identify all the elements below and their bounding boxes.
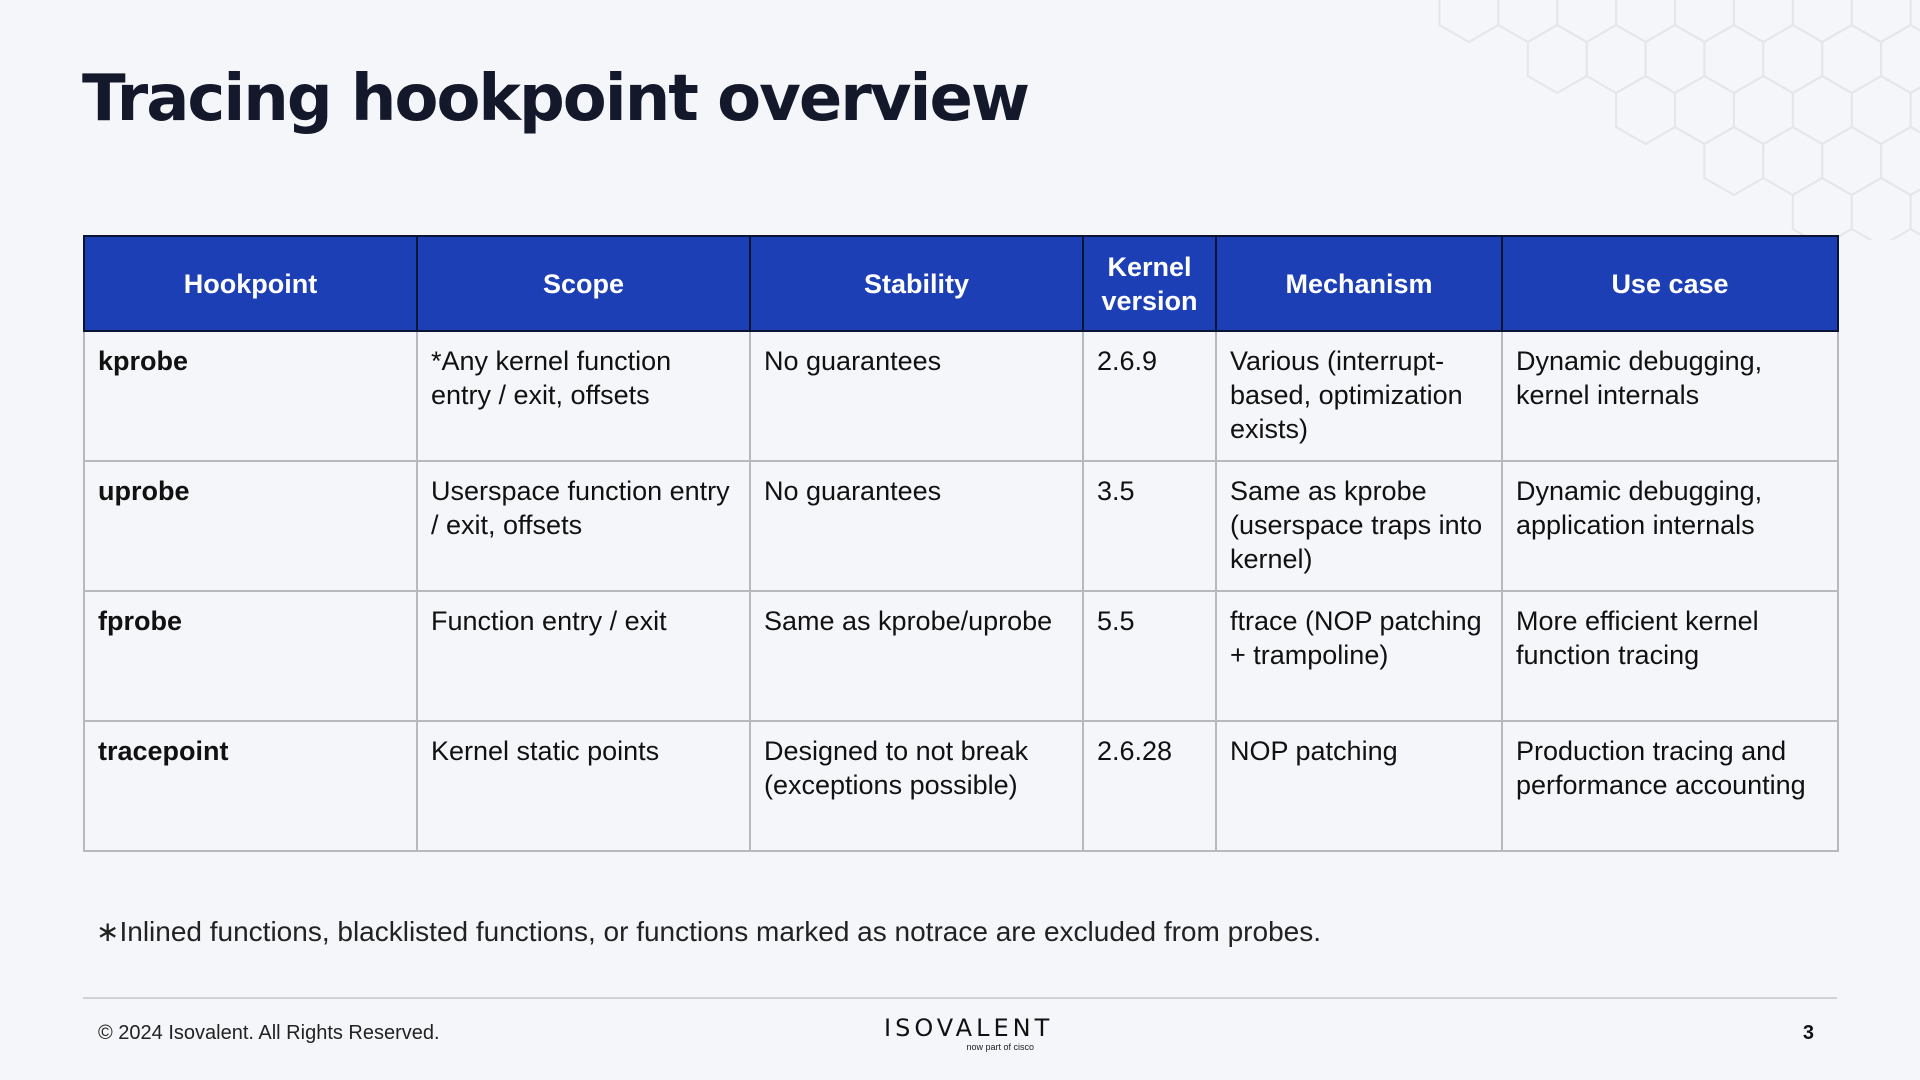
hexagon-shape xyxy=(1616,76,1675,144)
footer-divider xyxy=(83,997,1837,999)
cell-mechanism: ftrace (NOP patching + trampoline) xyxy=(1216,591,1502,721)
hexagon-pattern-decoration xyxy=(1360,0,1920,240)
slide-title: Tracing hookpoint overview xyxy=(82,62,1028,136)
hexagon-shape xyxy=(1881,127,1920,195)
hexagon-shape xyxy=(1793,0,1852,42)
hexagon-shape xyxy=(1734,76,1793,144)
hexagon-shape xyxy=(1793,76,1852,144)
header-scope: Scope xyxy=(417,236,750,331)
hexagon-shape xyxy=(1763,25,1822,93)
cell-use-case: Dynamic debugging, kernel internals xyxy=(1502,331,1838,461)
header-kernel-version: Kernel version xyxy=(1083,236,1216,331)
hexagon-shape xyxy=(1646,25,1705,93)
cell-mechanism: Various (interrupt-based, optimization exists) xyxy=(1216,331,1502,461)
cell-kernel-version: 3.5 xyxy=(1083,461,1216,591)
cell-use-case: Production tracing and performance accounting xyxy=(1502,721,1838,851)
cell-hookpoint: kprobe xyxy=(84,331,417,461)
header-stability: Stability xyxy=(750,236,1083,331)
hexagon-shape xyxy=(1911,178,1920,240)
cell-use-case: Dynamic debugging, application internals xyxy=(1502,461,1838,591)
hexagon-shape xyxy=(1675,76,1734,144)
hexagon-shape xyxy=(1911,76,1920,144)
brand-wordmark: ISOVALENT xyxy=(884,1014,1054,1042)
cell-hookpoint: uprobe xyxy=(84,461,417,591)
header-use-case: Use case xyxy=(1502,236,1838,331)
cell-mechanism: Same as kprobe (userspace traps into kernel) xyxy=(1216,461,1502,591)
cell-stability: No guarantees xyxy=(750,331,1083,461)
copyright-text: © 2024 Isovalent. All Rights Reserved. xyxy=(98,1022,440,1044)
table-row xyxy=(84,721,1838,851)
hexagon-shape xyxy=(1616,0,1675,42)
hexagon-shape xyxy=(1852,0,1911,42)
hexagon-shape xyxy=(1822,25,1881,93)
cell-kernel-version: 2.6.9 xyxy=(1083,331,1216,461)
hexagon-shape xyxy=(1528,25,1587,93)
hexagon-shape xyxy=(1852,76,1911,144)
cell-kernel-version: 5.5 xyxy=(1083,591,1216,721)
page-number: 3 xyxy=(1802,1022,1814,1044)
hexagon-shape xyxy=(1498,0,1557,42)
cell-mechanism: NOP patching xyxy=(1216,721,1502,851)
hexagon-shape xyxy=(1557,0,1616,42)
brand-tagline: now part of cisco xyxy=(966,1042,1034,1052)
table-row xyxy=(84,461,1838,591)
cell-hookpoint: tracepoint xyxy=(84,721,417,851)
hexagon-shape xyxy=(1881,25,1920,93)
cell-hookpoint: fprobe xyxy=(84,591,417,721)
hexagon-shape xyxy=(1587,25,1646,93)
cell-stability: Designed to not break (exceptions possible) xyxy=(750,721,1083,851)
hexagon-shape xyxy=(1675,0,1734,42)
cell-use-case: More efficient kernel function tracing xyxy=(1502,591,1838,721)
cell-stability: Same as kprobe/uprobe xyxy=(750,591,1083,721)
hexagon-shape xyxy=(1734,0,1793,42)
hexagon-shape xyxy=(1704,25,1763,93)
hookpoint-table xyxy=(83,235,1839,852)
hexagon-shape xyxy=(1852,178,1911,240)
table-header-row xyxy=(84,236,1838,331)
hexagon-shape xyxy=(1439,0,1498,42)
cell-scope: Userspace function entry / exit, offsets xyxy=(417,461,750,591)
table-row xyxy=(84,331,1838,461)
hexagon-shape xyxy=(1911,0,1920,42)
footnote: ∗Inlined functions, blacklisted functions, or functions marked as notrace are excluded from probes. xyxy=(96,916,1321,947)
header-hookpoint: Hookpoint xyxy=(84,236,417,331)
cell-scope: *Any kernel function entry / exit, offsets xyxy=(417,331,750,461)
hexagon-shape xyxy=(1793,178,1852,240)
hexagon-shape xyxy=(1704,127,1763,195)
cell-kernel-version: 2.6.28 xyxy=(1083,721,1216,851)
table-row xyxy=(84,591,1838,721)
cell-stability: No guarantees xyxy=(750,461,1083,591)
cell-scope: Kernel static points xyxy=(417,721,750,851)
hexagon-shape xyxy=(1822,127,1881,195)
hexagon-shape xyxy=(1763,127,1822,195)
cell-scope: Function entry / exit xyxy=(417,591,750,721)
header-mechanism: Mechanism xyxy=(1216,236,1502,331)
isovalent-logo xyxy=(884,1014,1054,1052)
